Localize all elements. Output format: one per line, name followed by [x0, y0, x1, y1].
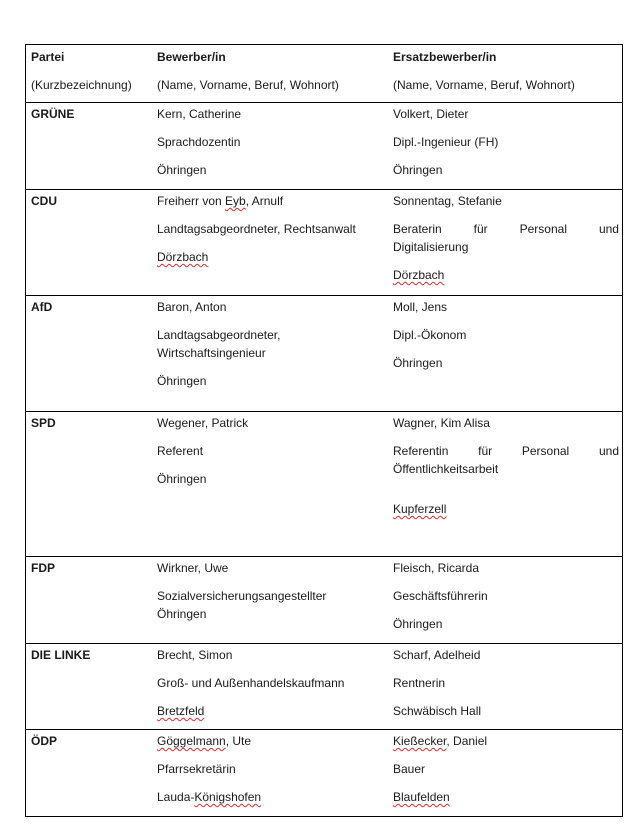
candidate-job: Sprachdozentin — [157, 135, 241, 149]
header-party-title: Partei — [31, 50, 65, 64]
table-row — [26, 412, 623, 557]
table-row — [26, 103, 623, 190]
justified-word: Beraterin — [393, 222, 442, 236]
candidate-town: Öhringen — [157, 163, 207, 177]
substitute-job: Rentnerin — [393, 676, 446, 690]
table-row — [26, 730, 623, 817]
substitute-name: Wagner, Kim Alisa — [393, 416, 490, 430]
candidates-table — [25, 44, 623, 817]
substitute-town: Öhringen — [393, 163, 443, 177]
header-party — [26, 45, 158, 103]
candidate-job: Landtagsabgeordneter, Rechtsanwalt — [157, 222, 356, 236]
candidate-name: Wirkner, Uwe — [157, 561, 229, 575]
substitute-job: Bauer — [393, 762, 426, 776]
substitute-name: Scharf, Adelheid — [393, 648, 481, 662]
substitute-town: Öhringen — [393, 356, 443, 370]
candidate-job: Landtagsabgeordneter, — [157, 328, 281, 342]
candidate-job: Sozialversicherungsangestellter — [157, 589, 327, 603]
justified-word: für — [473, 222, 488, 236]
candidate-name: Baron, Anton — [157, 300, 227, 314]
candidate-name: Kern, Catherine — [157, 107, 242, 121]
header-candidate-sub: (Name, Vorname, Beruf, Wohnort) — [157, 78, 339, 92]
substitute-job-line-2: Öffentlichkeitsarbeit — [393, 462, 499, 476]
justified-word: und — [598, 444, 619, 458]
party-name: CDU — [31, 194, 57, 208]
candidate-job: Groß- und Außenhandelskaufmann — [157, 676, 345, 690]
substitute-name: Moll, Jens — [393, 300, 448, 314]
table-row — [26, 190, 623, 296]
substitute-job: Dipl.-Ökonom — [393, 328, 467, 342]
justified-word: Personal — [519, 222, 567, 236]
party-name: AfD — [31, 300, 53, 314]
substitute-job — [393, 220, 619, 238]
substitute-name: Fleisch, Ricarda — [393, 561, 480, 575]
candidate-name: Wegener, Patrick — [157, 416, 249, 430]
party-name: DIE LINKE — [31, 648, 91, 662]
substitute-name: Volkert, Dieter — [393, 107, 469, 121]
substitute-name: Sonnentag, Stefanie — [393, 194, 502, 208]
substitute-job: Dipl.-Ingenieur (FH) — [393, 135, 499, 149]
substitute-town: Blaufelden — [393, 790, 450, 804]
party-name: FDP — [31, 561, 55, 575]
table-row — [26, 644, 623, 730]
candidate-name: Göggelmann, Ute — [157, 734, 252, 748]
candidate-town: Dörzbach — [157, 250, 209, 264]
substitute-town: Schwäbisch Hall — [393, 704, 482, 718]
header-substitute-title: Ersatzbewerber/in — [393, 50, 497, 64]
justified-word: für — [478, 444, 493, 458]
header-substitute — [393, 45, 623, 103]
substitute-town: Öhringen — [393, 617, 443, 631]
substitute-job: Geschäftsführerin — [393, 589, 488, 603]
candidate-job: Pfarrsekretärin — [157, 762, 236, 776]
candidate-town: Bretzfeld — [157, 704, 205, 718]
candidate-job: Referent — [157, 444, 204, 458]
justified-word: und — [598, 222, 619, 236]
table-row — [26, 557, 623, 644]
table-header-row — [26, 45, 623, 103]
candidate-job-line-2: Wirtschaftsingenieur — [157, 346, 266, 360]
table-row — [26, 296, 623, 412]
candidate-town: Öhringen — [157, 472, 207, 486]
candidate-name: Freiherr von Eyb, Arnulf — [157, 194, 284, 208]
justified-word: Referentin — [393, 444, 449, 458]
party-name: ÖDP — [31, 734, 58, 748]
candidate-town: Öhringen — [157, 607, 207, 621]
substitute-job-line-2: Digitalisierung — [393, 240, 469, 254]
candidate-town: Öhringen — [157, 374, 207, 388]
substitute-name: Kießecker, Daniel — [393, 734, 488, 748]
header-party-sub: (Kurzbezeichnung) — [31, 78, 132, 92]
substitute-job — [393, 442, 619, 460]
party-name: SPD — [31, 416, 56, 430]
party-name: GRÜNE — [31, 107, 75, 121]
header-candidate-title: Bewerber/in — [157, 50, 226, 64]
candidate-name: Brecht, Simon — [157, 648, 233, 662]
candidate-town: Lauda-Königshofen — [157, 790, 262, 804]
header-candidate — [157, 45, 393, 103]
header-substitute-sub: (Name, Vorname, Beruf, Wohnort) — [393, 78, 575, 92]
substitute-town: Dörzbach — [393, 268, 445, 282]
justified-word: Personal — [521, 444, 570, 458]
substitute-town: Kupferzell — [393, 502, 447, 516]
